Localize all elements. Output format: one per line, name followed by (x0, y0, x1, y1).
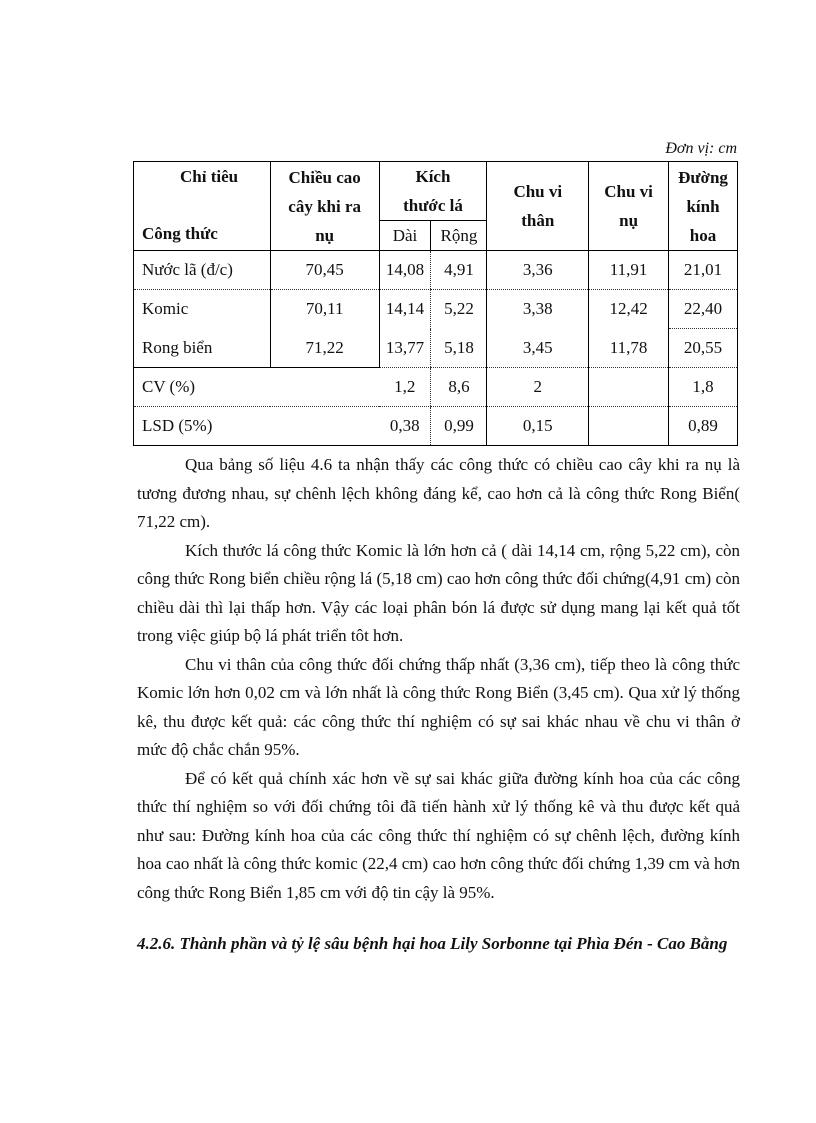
header-chu-vi-than: Chu vi thân (487, 162, 589, 251)
header-cong-thuc: Công thức (142, 224, 218, 243)
header-corner (134, 162, 271, 251)
body-text (137, 451, 740, 907)
header-dai: Dài (379, 221, 431, 251)
data-table (133, 161, 738, 446)
paragraph: Kích thước lá công thức Komic là lớn hơn cả ( dài 14,14 cm, rộng 5,22 cm), còn công thức Rong biển chiều rộng lá (5,18 cm) cao hơn công thức đối chứng(4,91 cm) còn chiều dài thì lại thấp hơn. Vậy các loại phân bón lá được sử dụng mang lại kết quả tốt trong việc giúp bộ lá phát triển tôt hơn. (137, 540, 740, 645)
header-rong: Rộng (431, 221, 487, 251)
unit-label: Đơn vị: cm (665, 140, 737, 157)
header-duong-kinh: Đường kính hoa (669, 162, 738, 251)
table-row: Komic 70,11 14,14 5,22 3,38 12,42 22,40 (134, 290, 738, 329)
header-kich-thuoc: Kích thước lá (379, 162, 487, 221)
header-chieu-cao: Chiều cao cây khi ra nụ (270, 162, 379, 251)
paragraph: Chu vi thân của công thức đối chứng thấp nhất (3,36 cm), tiếp theo là công thức Komic lớn hơn 0,02 cm và lớn nhất là công thức Rong Biển (3,45 cm). Qua xử lý thống kê, thu được kết quả: các công thức thí nghiệm có sự sai khác nhau về chu vi thân ở mức độ chắc chắn 95%. (137, 654, 740, 759)
section-heading: 4.2.6. Thành phần và tỷ lệ sâu bệnh hại hoa Lily Sorbonne tại Phìa Đén - Cao Bằng (137, 934, 728, 953)
paragraph: Để có kết quả chính xác hơn về sự sai khác giữa đường kính hoa của các công thức thí nghiệm so với đối chứng tôi đã tiến hành xử lý thống kê và thu được kết quả như sau: Đường kính hoa của các công thức thí nghiệm có sự chênh lệch, đường kính hoa cao nhất là công thức komic (22,4 cm) cao hơn công thức đối chứng 1,39 cm và hơn công thức Rong Biển 1,85 cm với độ tin cậy là 95%. (137, 768, 740, 902)
header-chi-tieu: Chỉ tiêu (180, 167, 239, 186)
table-row: Nước lã (đ/c) 70,45 14,08 4,91 3,36 11,91 21,01 (134, 251, 738, 290)
paragraph: Qua bảng số liệu 4.6 ta nhận thấy các công thức có chiều cao cây khi ra nụ là tương đương nhau, sự chênh lệch không đáng kể, cao hơn cả là công thức Rong Biển( 71,22 cm). (137, 455, 740, 531)
table-row-lsd: LSD (5%) 0,38 0,99 0,15 0,89 (134, 407, 738, 446)
header-chu-vi-nu: Chu vi nụ (589, 162, 669, 251)
table-row: Rong biển 71,22 13,77 5,18 3,45 11,78 20,55 (134, 329, 738, 368)
table-row-cv: CV (%) 1,2 8,6 2 1,8 (134, 368, 738, 407)
